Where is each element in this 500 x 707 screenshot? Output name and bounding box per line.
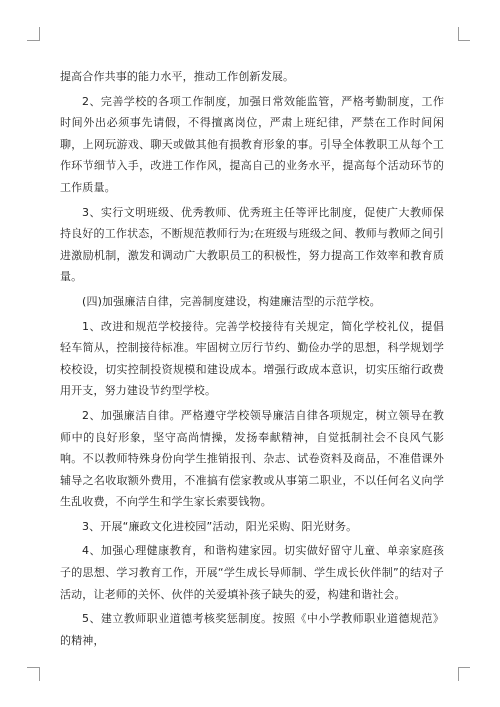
paragraph-8: 4、加强心理健康教育，和谐构建家园。切实做好留守儿童、单亲家庭孩子的思想、学习教育工作，开展“学生成长导师制、学生成长伙伴制”的结对子活动，让老师的关怀、伙伴的关爱填补孩子缺失的爱，构建和谐社会。 — [60, 544, 444, 601]
crop-mark-top-left-v — [39, 27, 40, 41]
crop-mark-top-right-h — [458, 40, 470, 41]
crop-mark-bottom-right-h — [458, 667, 470, 668]
document-body — [60, 66, 444, 654]
paragraph-2: 2、完善学校的各项工作制度，加强日常效能监管，严格考勤制度，工作时间外出必须事先请假，不得擅离岗位，严肃上班纪律，严禁在工作时间闲聊，上网玩游戏、聊天或做其他有损教育形象的事。引导全体教职工从每个工作环节细节入手，改进工作作风，提高自己的业务水平，提高每个活动环节的工作质量。 — [60, 94, 444, 194]
paragraph-7: 3、开展“廉政文化进校园”活动，阳光采购、阳光财务。 — [82, 519, 358, 533]
crop-mark-top-left-h — [27, 40, 39, 41]
crop-mark-top-right-v — [458, 27, 459, 41]
crop-mark-bottom-left-h — [27, 667, 39, 668]
paragraph-6: 2、加强廉洁自律。严格遵守学校领导廉洁自律各项规定，树立领导在教师中的良好形象，坚守高尚情操，发扬奉献精神，自觉抵制社会不良风气影响。不以教师特殊身份向学生推销报刊、杂志、试卷资料及商品，不准借课外辅导之名收取额外费用，不准搞有偿家教或从事第二职业，不以任何名义向学生乱收费，不向学生和学生家长索要钱物。 — [60, 408, 444, 509]
paragraph-3: 3、实行文明班级、优秀教师、优秀班主任等评比制度，促使广大教师保持良好的工作状态，不断规范教师行为;在班级与班级之间、教师与教师之间引进激励机制，激发和调动广大教职员工的积极性，努力提高工作效率和教育质量。 — [60, 205, 444, 284]
paragraph-9: 5、建立教师职业道德考核奖惩制度。按照《中小学教师职业道德规范》的精神， — [60, 612, 444, 647]
paragraph-1: 提高合作共事的能力水平，推动工作创新发展。 — [60, 70, 295, 83]
crop-mark-bottom-left-v — [39, 667, 40, 681]
crop-mark-bottom-right-v — [458, 667, 459, 681]
paragraph-5: 1、改进和规范学校接待。完善学校接待有关规定，简化学校礼仪，提倡轻车简从，控制接待标准。牢固树立厉行节约、勤俭办学的思想，科学规划学校校设，切实控制投资规模和建设成本。增强行政成本意识，切实压缩行政费用开支，努力建设节约型学校。 — [60, 319, 444, 398]
section-heading: (四)加强廉洁自律，完善制度建设，构建廉洁型的示范学校。 — [82, 294, 381, 308]
